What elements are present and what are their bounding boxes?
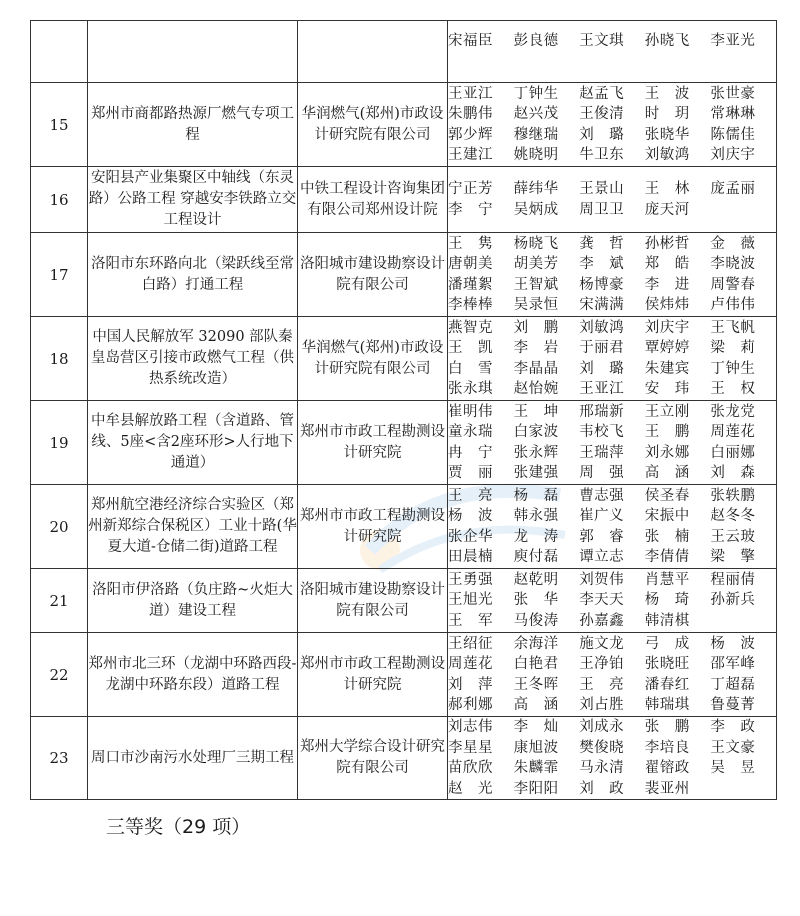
participant-name: 王 波 xyxy=(644,85,690,102)
project-name xyxy=(88,21,298,83)
participant-name: 白艳君 xyxy=(513,656,559,672)
participant-list xyxy=(448,402,776,484)
row-number: 19 xyxy=(31,401,88,485)
participant-name: 张建强 xyxy=(513,465,559,481)
table-row xyxy=(31,83,777,167)
participant-name: 刘敏鸿 xyxy=(644,147,690,163)
participant-name: 韩清棋 xyxy=(644,612,690,629)
project-name: 郑州市北三环（龙湖中环路西段-龙湖中环路东段）道路工程 xyxy=(88,633,298,717)
participants xyxy=(448,401,777,485)
participant-name: 孙新兵 xyxy=(710,592,756,609)
participant-name: 白家波 xyxy=(513,424,559,440)
participant-name: 邢瑞新 xyxy=(579,403,625,420)
design-unit: 郑州大学综合设计研究院有限公司 xyxy=(298,717,448,800)
participant-name: 白丽娜 xyxy=(710,444,756,461)
participant-list xyxy=(448,570,776,632)
participant-name: 杨 磊 xyxy=(513,487,559,504)
participant-name: 冉 宁 xyxy=(448,444,493,461)
participant-name: 刘庆宇 xyxy=(710,147,756,163)
participant-name: 肖慧平 xyxy=(644,571,690,588)
participant-name: 杨 波 xyxy=(710,635,756,652)
project-name: 郑州航空港经济综合实验区（郑州新郑综合保税区）工业十路(华夏大道-仓储二街)道路工程 xyxy=(88,485,298,569)
participant-name: 张企华 xyxy=(448,528,493,545)
participant-name: 吴录恒 xyxy=(513,297,559,313)
participant-name: 孙彬哲 xyxy=(644,235,690,252)
participant-name: 刘 政 xyxy=(579,780,625,797)
participant-name: 朱鹏伟 xyxy=(448,106,493,122)
row-number: 18 xyxy=(31,317,88,401)
participant-name: 赵怡婉 xyxy=(513,381,559,397)
row-number xyxy=(31,21,88,83)
participant-name: 赵乾明 xyxy=(513,571,559,588)
participant-name: 李晶晶 xyxy=(513,360,559,377)
participant-list xyxy=(448,486,776,568)
participant-name: 贾 丽 xyxy=(448,465,493,481)
participant-name: 安 玮 xyxy=(644,381,690,397)
participant-name: 李倩倩 xyxy=(644,549,690,565)
participant-name: 马俊涛 xyxy=(513,612,559,629)
project-name: 郑州市商都路热源厂燃气专项工程 xyxy=(88,83,298,167)
participant-name: 高 涵 xyxy=(644,465,690,481)
participant-name: 王 权 xyxy=(710,381,756,397)
participant-name: 邵军峰 xyxy=(710,656,756,672)
project-name: 中国人民解放军 32090 部队秦皇岛营区引接市政燃气工程（供热系统改造） xyxy=(88,317,298,401)
participant-name: 王绍征 xyxy=(448,635,493,652)
participant-name: 张永琪 xyxy=(448,381,493,397)
participant-name: 杨博豪 xyxy=(579,276,625,293)
participant-name: 张永辉 xyxy=(513,444,559,461)
participant-name: 马永清 xyxy=(579,760,625,776)
participant-name: 梁 擎 xyxy=(710,549,756,565)
participant-name: 孙嘉鑫 xyxy=(579,612,625,629)
design-unit: 华润燃气(郑州)市政设计研究院有限公司 xyxy=(298,83,448,167)
participant-name: 赵孟飞 xyxy=(579,85,625,102)
participant-name: 梁 莉 xyxy=(710,340,756,356)
participant-name: 康旭波 xyxy=(513,739,559,756)
design-unit: 洛阳城市建设勘察设计院有限公司 xyxy=(298,569,448,633)
row-number: 15 xyxy=(31,83,88,167)
participant-name: 张世豪 xyxy=(710,85,756,102)
participant-name: 姚晓明 xyxy=(513,147,559,163)
table-row xyxy=(31,633,777,717)
row-number: 17 xyxy=(31,233,88,317)
participant-name: 王 坤 xyxy=(513,403,559,420)
participant-name: 王 林 xyxy=(644,181,690,197)
participant-name: 裴亚州 xyxy=(644,780,690,797)
participant-name: 金 薇 xyxy=(710,235,756,252)
participant-name: 刘 璐 xyxy=(579,360,625,377)
participant-name: 朱麟霏 xyxy=(513,760,559,776)
participant-name: 李天天 xyxy=(579,592,625,609)
project-name: 安阳县产业集聚区中轴线（东灵路）公路工程 穿越安李铁路立交工程设计 xyxy=(88,167,298,233)
participant-name: 张 楠 xyxy=(644,528,690,545)
participant-name: 宋振中 xyxy=(644,508,690,524)
participant-name: 侯炜炜 xyxy=(644,297,690,313)
participant-name: 李星星 xyxy=(448,739,493,756)
participant-name: 丁钟生 xyxy=(710,360,756,377)
participant-name: 张轶鹏 xyxy=(710,487,756,504)
section-heading: 三等奖（29 项） xyxy=(106,816,251,838)
design-unit: 华润燃气(郑州)市政设计研究院有限公司 xyxy=(298,317,448,401)
participant-name: 赵兴茂 xyxy=(513,106,559,122)
table-row xyxy=(31,233,777,317)
participant-name: 龙 涛 xyxy=(513,528,559,545)
participant-name: 吴炳成 xyxy=(513,201,559,218)
table-row xyxy=(31,401,777,485)
participant-name: 张晓华 xyxy=(644,126,690,143)
participant-name: 刘永娜 xyxy=(644,444,690,461)
participants xyxy=(448,317,777,401)
participant-name: 程丽倩 xyxy=(710,571,756,588)
participant-name: 丁钟生 xyxy=(513,85,559,102)
participant-name: 张龙党 xyxy=(710,403,756,420)
participant-name: 王 鹏 xyxy=(644,424,690,440)
participant-name: 樊俊晓 xyxy=(579,739,625,756)
participant-name: 潘春红 xyxy=(644,676,690,693)
participant-name: 王亚江 xyxy=(448,85,493,102)
design-unit: 中铁工程设计咨询集团有限公司郑州设计院 xyxy=(298,167,448,233)
table-row xyxy=(31,717,777,800)
participant-name: 周 强 xyxy=(579,465,625,481)
participant-name: 庞孟丽 xyxy=(710,181,756,197)
participant-name: 周警春 xyxy=(710,276,756,293)
participants xyxy=(448,569,777,633)
participant-name: 孙晓飞 xyxy=(644,33,690,49)
participant-name: 郭 睿 xyxy=(579,528,625,545)
participant-name: 穆继瑞 xyxy=(513,126,559,143)
participants xyxy=(448,83,777,167)
row-number: 23 xyxy=(31,717,88,800)
participant-name: 王建江 xyxy=(448,147,493,163)
design-unit: 郑州市市政工程勘测设计研究院 xyxy=(298,485,448,569)
design-unit: 郑州市市政工程勘测设计研究院 xyxy=(298,633,448,717)
participant-list xyxy=(448,84,776,166)
participant-name: 唐朝美 xyxy=(448,256,493,272)
participant-name: 常琳琳 xyxy=(710,106,756,122)
participant-name: 王立刚 xyxy=(644,403,690,420)
project-name: 洛阳市伊洛路（负庄路~火炬大道）建设工程 xyxy=(88,569,298,633)
participant-name: 崔明伟 xyxy=(448,403,493,420)
participant-name: 余海洋 xyxy=(513,635,559,652)
table-row xyxy=(31,317,777,401)
participant-name: 王 军 xyxy=(448,612,493,629)
participant-list xyxy=(448,179,776,220)
participant-name: 龚 哲 xyxy=(579,235,625,252)
participant-name: 李 进 xyxy=(644,276,690,293)
design-unit xyxy=(298,21,448,83)
participant-name: 周莲花 xyxy=(710,424,756,440)
participant-name: 童永瑞 xyxy=(448,424,493,440)
participant-name: 王瑞萍 xyxy=(579,444,625,461)
participant-name: 刘 萍 xyxy=(448,676,493,693)
participant-name: 宁正芳 xyxy=(448,181,493,197)
participant-name: 王云玻 xyxy=(710,528,756,545)
participant-name: 杨晓飞 xyxy=(513,235,559,252)
table-row xyxy=(31,167,777,233)
participant-name: 王净铂 xyxy=(579,656,625,672)
participant-name: 彭良德 xyxy=(513,33,559,49)
participant-name: 李 岩 xyxy=(513,340,559,356)
participant-name: 薛纬华 xyxy=(513,181,559,197)
participant-name: 于丽君 xyxy=(579,340,625,356)
participant-name: 李 灿 xyxy=(513,719,559,735)
participant-name: 施文龙 xyxy=(579,635,625,652)
participant-name: 王 亮 xyxy=(448,487,493,504)
participant-name: 郝利娜 xyxy=(448,697,493,713)
participant-name: 王智斌 xyxy=(513,276,559,293)
participant-name: 翟镕政 xyxy=(644,760,690,776)
row-number: 16 xyxy=(31,167,88,233)
table-row xyxy=(31,21,777,83)
participant-name: 杨 琦 xyxy=(644,592,690,609)
participant-name: 王文琪 xyxy=(579,33,625,49)
participants xyxy=(448,633,777,717)
participant-name: 韩瑞琪 xyxy=(644,697,690,713)
participant-name: 王 亮 xyxy=(579,676,625,693)
participant-name: 王勇强 xyxy=(448,571,493,588)
project-name: 周口市沙南污水处理厂三期工程 xyxy=(88,717,298,800)
row-number: 22 xyxy=(31,633,88,717)
design-unit: 郑州市市政工程勘测设计研究院 xyxy=(298,401,448,485)
participant-name: 谭立志 xyxy=(579,549,625,565)
participants xyxy=(448,233,777,317)
participant-name: 李 宁 xyxy=(448,201,493,218)
project-name: 洛阳市东环路向北（梁跃线至常白路）打通工程 xyxy=(88,233,298,317)
participant-name: 朱建宾 xyxy=(644,360,690,377)
table-row xyxy=(31,485,777,569)
awards-table xyxy=(30,20,777,800)
participant-name: 王旭光 xyxy=(448,592,493,609)
participant-list xyxy=(448,634,776,716)
participant-name: 张 鹏 xyxy=(644,719,690,735)
participant-name: 刘 璐 xyxy=(579,126,625,143)
participant-name: 周莲花 xyxy=(448,656,493,672)
participant-name: 时 玥 xyxy=(644,106,690,122)
participant-name: 胡美芳 xyxy=(513,256,559,272)
participant-list xyxy=(448,717,776,799)
participant-name: 张 华 xyxy=(513,592,559,609)
participant-name: 庾付磊 xyxy=(513,549,559,565)
participant-name: 覃婷婷 xyxy=(644,340,690,356)
participant-name: 王飞帆 xyxy=(710,319,756,336)
participants xyxy=(448,717,777,800)
participants xyxy=(448,167,777,233)
participant-name: 郑 皓 xyxy=(644,256,690,272)
participant-name: 李培良 xyxy=(644,739,690,756)
participant-list xyxy=(448,234,776,316)
table-row xyxy=(31,569,777,633)
participant-name: 刘志伟 xyxy=(448,719,493,735)
participant-name: 弓 成 xyxy=(644,635,690,652)
row-number: 21 xyxy=(31,569,88,633)
participants xyxy=(448,485,777,569)
participant-name: 苗欣欣 xyxy=(448,760,493,776)
participant-name: 刘贺伟 xyxy=(579,571,625,588)
participant-name: 崔广义 xyxy=(579,508,625,524)
participant-name: 赵 光 xyxy=(448,780,493,797)
participant-name: 鲁蔓菁 xyxy=(710,697,756,713)
participant-name: 高 涵 xyxy=(513,697,559,713)
participant-name: 王文豪 xyxy=(710,739,756,756)
participant-name: 郭少辉 xyxy=(448,126,493,143)
participant-name: 王景山 xyxy=(579,181,625,197)
participant-name: 李 政 xyxy=(710,719,756,735)
participant-name: 刘 鹏 xyxy=(513,319,559,336)
participant-name: 牛卫东 xyxy=(579,147,625,163)
participant-name: 刘 森 xyxy=(710,465,756,481)
participants xyxy=(448,21,777,83)
design-unit: 洛阳城市建设勘察设计院有限公司 xyxy=(298,233,448,317)
participant-list xyxy=(448,31,776,52)
participant-name: 张晓旺 xyxy=(644,656,690,672)
participant-name: 侯圣春 xyxy=(644,487,690,504)
participant-list xyxy=(448,318,776,400)
row-number: 20 xyxy=(31,485,88,569)
participant-name: 王俊清 xyxy=(579,106,625,122)
participant-name: 宋满满 xyxy=(579,297,625,313)
participant-name: 王冬晖 xyxy=(513,676,559,693)
participant-name: 王 隽 xyxy=(448,235,493,252)
participant-name: 王 凯 xyxy=(448,340,493,356)
participant-name: 刘庆宇 xyxy=(644,319,690,336)
participant-name: 李棒棒 xyxy=(448,297,493,313)
participant-name: 李 斌 xyxy=(579,256,625,272)
participant-name: 杨 波 xyxy=(448,508,493,524)
participant-name: 曹志强 xyxy=(579,487,625,504)
participant-name: 李晓波 xyxy=(710,256,756,272)
participant-name: 李阳阳 xyxy=(513,780,559,797)
participant-name: 王亚江 xyxy=(579,381,625,397)
participant-name: 李亚光 xyxy=(710,33,756,49)
participant-name: 刘占胜 xyxy=(579,697,625,713)
participant-name: 庞天河 xyxy=(644,201,690,218)
participant-name: 燕智克 xyxy=(448,319,493,336)
participant-name: 宋福臣 xyxy=(448,33,493,49)
project-name: 中牟县解放路工程（含道路、管线、5座<含2座环形>人行地下通道） xyxy=(88,401,298,485)
participant-name: 刘成永 xyxy=(579,719,625,735)
participant-name: 吴 昱 xyxy=(710,760,756,776)
participant-name: 卢伟伟 xyxy=(710,297,756,313)
participant-name: 赵冬冬 xyxy=(710,508,756,524)
participant-name: 田晨楠 xyxy=(448,549,493,565)
participant-name: 周卫卫 xyxy=(579,201,625,218)
participant-name: 韦校飞 xyxy=(579,424,625,440)
awards-table-body xyxy=(31,21,777,800)
participant-name: 白 雪 xyxy=(448,360,493,377)
participant-name: 丁超磊 xyxy=(710,676,756,693)
participant-name: 陈儒佳 xyxy=(710,126,756,143)
participant-name: 刘敏鸿 xyxy=(579,319,625,336)
participant-name: 韩永强 xyxy=(513,508,559,524)
participant-name: 潘瑾絮 xyxy=(448,276,493,293)
